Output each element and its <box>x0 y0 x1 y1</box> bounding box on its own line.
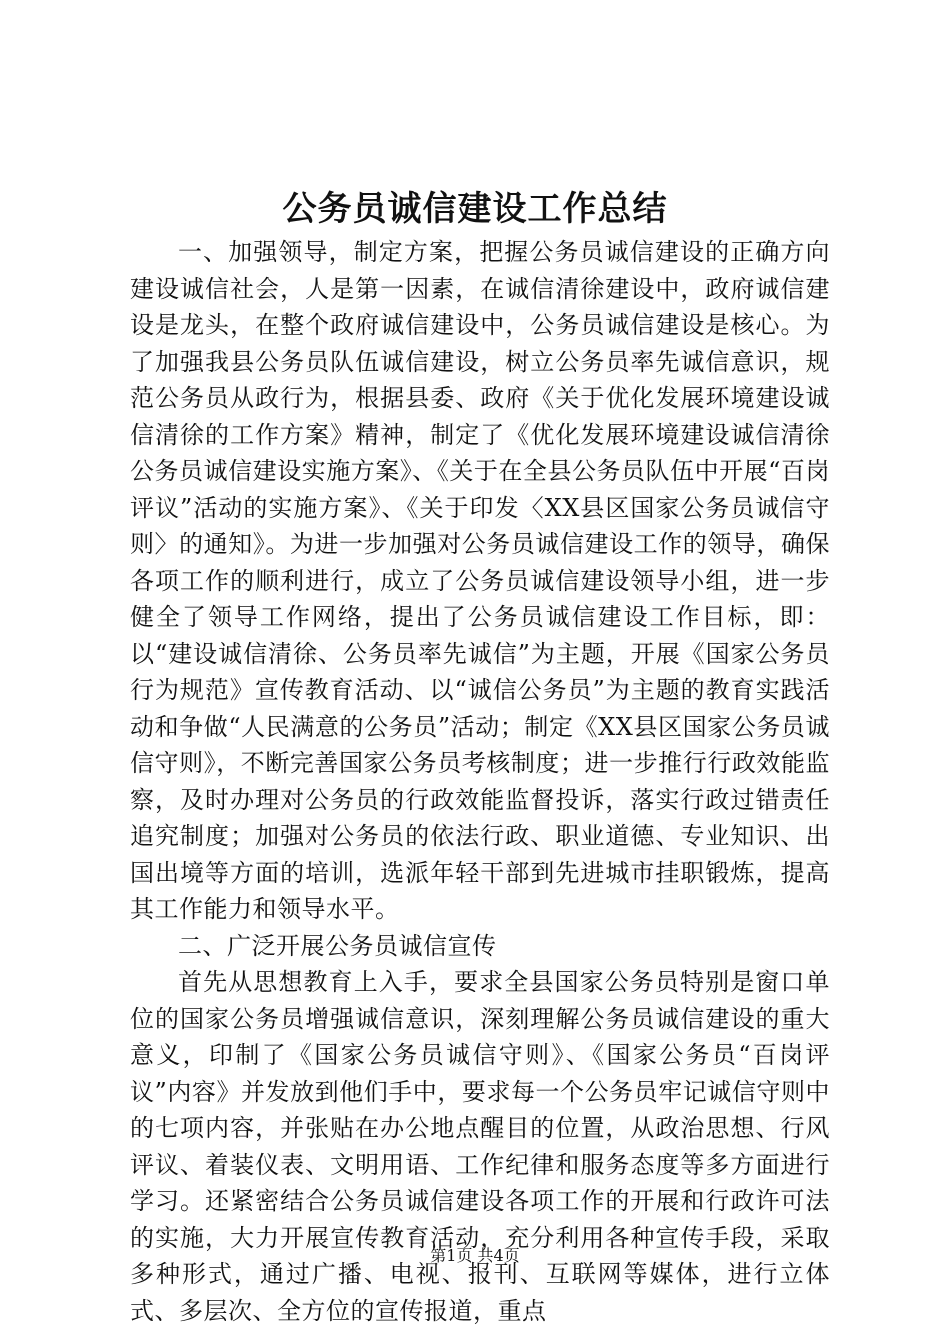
paragraph-1: 一、加强领导，制定方案，把握公务员诚信建设的正确方向建设诚信社会，人是第一因素，在诚信清徐建设中，政府诚信建设是龙头，在整个政府诚信建设中，公务员诚信建设是核心。为了加强我县公务员队伍诚信建设，树立公务员率先诚信意识，规范公务员从政行为，根据县委、政府《关于优化发展环境建设诚信清徐的工作方案》精神，制定了《优化发展环境建设诚信清徐公务员诚信建设实施方案》、《关于在全县公务员队伍中开展“百岗评议”活动的实施方案》、《关于印发〈XX县区国家公务员诚信守则〉的通知》。为进一步加强对公务员诚信建设工作的领导，确保各项工作的顺利进行，成立了公务员诚信建设领导小组，进一步健全了领导工作网络，提出了公务员诚信建设工作目标，即：以“建设诚信清徐、公务员率先诚信”为主题，开展《国家公务员行为规范》宣传教育活动、以“诚信公务员”为主题的教育实践活动和争做“人民满意的公务员”活动；制定《XX县区国家公务员诚信守则》，不断完善国家公务员考核制度；进一步推行行政效能监察，及时办理对公务员的行政效能监督投诉，落实行政过错责任追究制度；加强对公务员的依法行政、职业道德、专业知识、出国出境等方面的培训，选派年轻干部到先进城市挂职锻炼，提高其工作能力和领导水平。 <box>130 238 830 923</box>
page-number-footer: 第1页 共4页 <box>430 1246 520 1265</box>
document-title: 公务员诚信建设工作总结 <box>282 189 668 229</box>
document-body <box>130 234 830 1329</box>
paragraph-2: 首先从思想教育上入手，要求全县国家公务员特别是窗口单位的国家公务员增强诚信意识，深刻理解公务员诚信建设的重大意义，印制了《国家公务员诚信守则》、《国家公务员“百岗评议”内容》并发放到他们手中，要求每一个公务员牢记诚信守则中的七项内容，并张贴在办公地点醒目的位置，从政治思想、行风评议、着装仪表、文明用语、工作纪律和服务态度等多方面进行学习。还紧密结合公务员诚信建设各项工作的开展和行政许可法的实施，大力开展宣传教育活动，充分利用各种宣传手段，采取多种形式，通过广播、电视、报刊、互联网等媒体，进行立体式、多层次、全方位的宣传报道，重点 <box>130 968 830 1325</box>
section-heading-2: 二、广泛开展公务员诚信宣传 <box>178 931 497 960</box>
